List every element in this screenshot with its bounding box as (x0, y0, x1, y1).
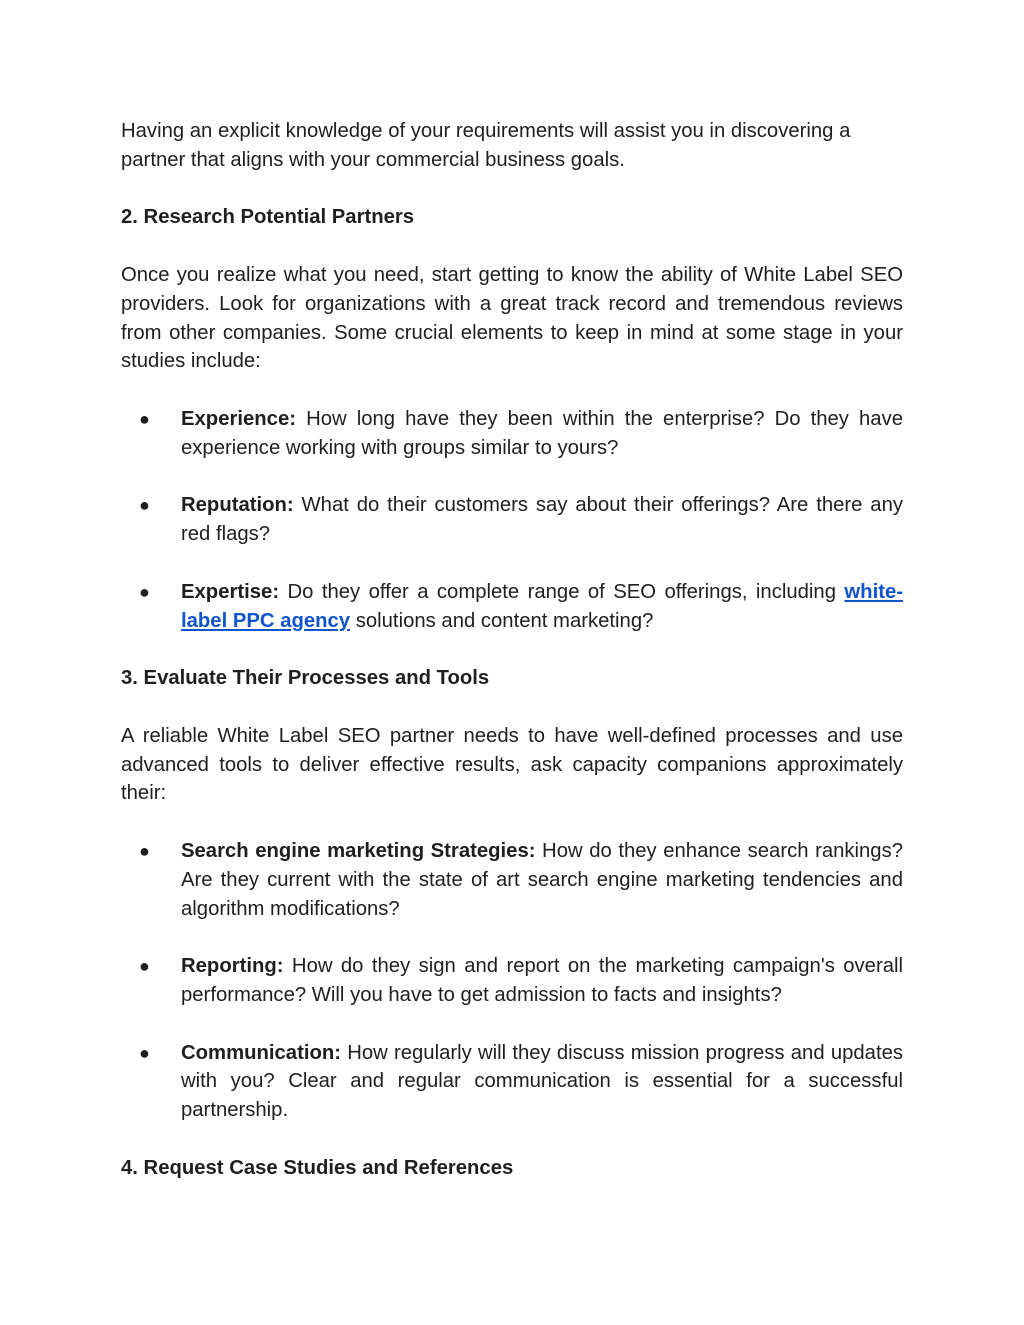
bullet-icon: ● (139, 581, 150, 602)
section-heading-research-partners: 2. Research Potential Partners (121, 206, 415, 229)
bullet-term: Reputation: (181, 494, 294, 517)
bullet-icon: ● (139, 408, 150, 429)
bullet-term: Experience: (181, 407, 296, 430)
processes-paragraph: A reliable White Label SEO partner needs to have well-defined processes and use advanced tools to deliver effective results, ask capacity companions approximately their: (121, 724, 903, 805)
bullet-term: Search engine marketing Strategies: (181, 839, 536, 862)
research-bullet-list (121, 405, 903, 635)
bullet-text: How long have they been within the enterprise? Do they have experience working with groups similar to yours? (181, 407, 903, 459)
bullet-term: Communication: (181, 1041, 341, 1064)
list-item-reporting (121, 952, 903, 1010)
research-paragraph: Once you realize what you need, start getting to know the ability of White Label SEO providers. Look for organizations with a great track record and tremendous reviews from other companies. Some crucial elements to keep in mind at some stage in your studies include: (121, 263, 903, 373)
list-item-strategies (121, 837, 903, 923)
bullet-text: Do they offer a complete range of SEO offerings, including (279, 580, 845, 603)
list-item-reputation (121, 491, 903, 549)
list-item-communication (121, 1039, 903, 1125)
white-label-ppc-agency-link[interactable]: white-label PPC agency (181, 580, 903, 632)
bullet-icon: ● (139, 840, 150, 861)
bullet-term: Reporting: (181, 955, 284, 978)
bullet-text: How do they sign and report on the marketing campaign's overall performance? Will you have to get admission to facts and insights? (181, 955, 903, 1006)
bullet-icon: ● (139, 956, 150, 977)
bullet-text: solutions and content marketing? (350, 609, 654, 632)
section-heading-evaluate-processes: 3. Evaluate Their Processes and Tools (121, 667, 490, 690)
bullet-term: Expertise: (181, 580, 280, 603)
processes-bullet-list (121, 837, 903, 1125)
list-item-expertise (121, 578, 903, 636)
bullet-text: How regularly will they discuss mission progress and updates with you? Clear and regular communication is essential for a successful partnership. (181, 1041, 903, 1122)
bullet-text: How do they enhance search rankings? Are they current with the state of art search engine marketing tendencies and algorithm modifications? (181, 839, 904, 920)
intro-paragraph: Having an explicit knowledge of your requirements will assist you in discovering a partner that aligns with your commercial business goals. (121, 120, 851, 171)
bullet-icon: ● (139, 1042, 150, 1063)
document-page (121, 117, 903, 1211)
bullet-icon: ● (139, 495, 150, 516)
list-item-experience (121, 405, 903, 463)
section-heading-case-studies: 4. Request Case Studies and References (121, 1156, 514, 1179)
bullet-text: What do their customers say about their offerings? Are there any red flags? (181, 494, 903, 546)
